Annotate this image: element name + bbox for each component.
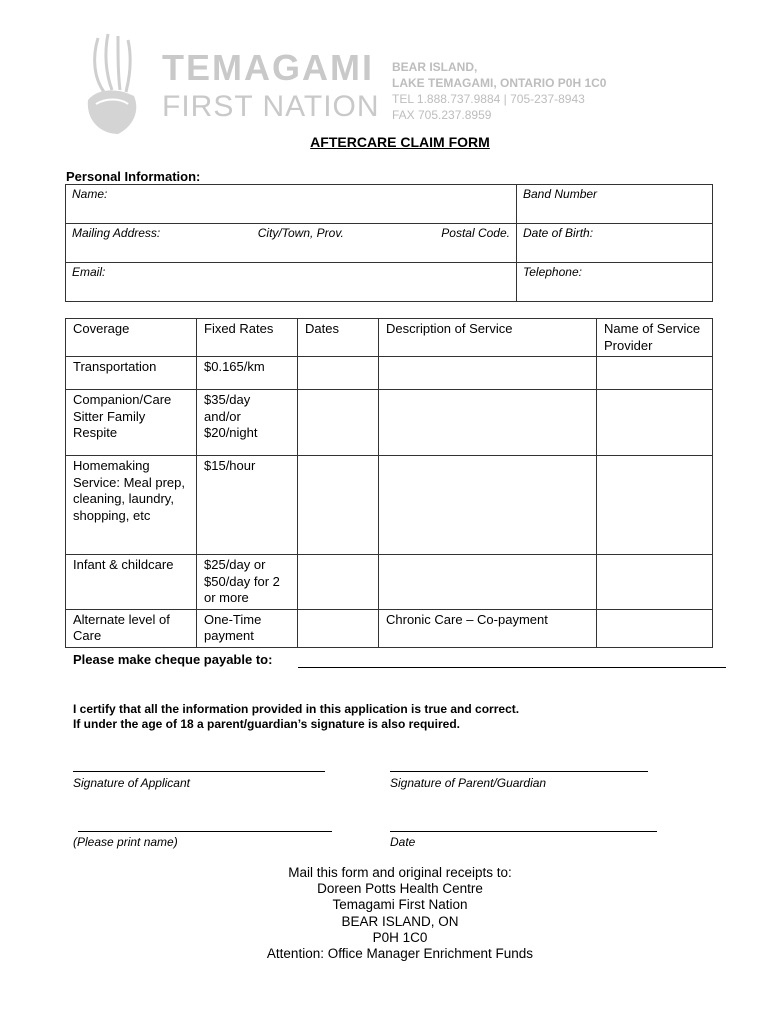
band-number-field[interactable] <box>517 185 713 224</box>
mail-line2: Doreen Potts Health Centre <box>317 881 483 897</box>
coverage-cell: Homemaking Service: Meal prep, cleaning, laundry, shopping, etc <box>66 456 197 555</box>
description-cell[interactable] <box>379 357 597 390</box>
mailing-address-field[interactable] <box>66 224 517 263</box>
mail-line1: Mail this form and original receipts to: <box>288 865 512 880</box>
coverage-cell: Companion/Care Sitter Family Respite <box>66 390 197 456</box>
rate-cell: $35/day and/or $20/night <box>197 390 298 456</box>
city-label: City/Town, Prov. <box>257 226 344 240</box>
print-name-label: (Please print name) <box>73 835 178 849</box>
org-name-line2: FIRST NATION <box>162 90 380 123</box>
coverage-cell: Alternate level of Care <box>66 609 197 647</box>
date-label: Date <box>390 835 416 849</box>
provider-cell[interactable] <box>597 357 713 390</box>
provider-cell[interactable] <box>597 555 713 610</box>
table-row <box>66 357 713 390</box>
org-name-line1: TEMAGAMI <box>162 47 374 88</box>
header-fixed-rates: Fixed Rates <box>197 319 298 357</box>
name-label: Name: <box>72 187 108 201</box>
mail-line6: Attention: Office Manager Enrichment Funds <box>266 946 534 962</box>
personal-info-label: Personal Information: <box>66 169 201 184</box>
mail-line5: P0H 1C0 <box>372 929 428 945</box>
rate-cell: $0.165/km <box>197 357 298 390</box>
coverage-cell: Transportation <box>66 357 197 390</box>
telephone-field[interactable] <box>517 263 713 302</box>
mail-line3: Temagami First Nation <box>332 897 468 913</box>
header-provider: Name of Service Provider <box>597 319 713 357</box>
certify-line2: If under the age of 18 a parent/guardian’s signature is also required. <box>73 717 460 731</box>
rate-cell: $15/hour <box>197 456 298 555</box>
print-name-line[interactable] <box>78 831 332 832</box>
address-line1: BEAR ISLAND, <box>392 60 478 74</box>
dates-cell[interactable] <box>298 390 379 456</box>
header-dates: Dates <box>298 319 379 357</box>
phone-text: TEL 1.888.737.9884 | 705-237-8943 <box>392 92 585 106</box>
table-row <box>66 390 713 456</box>
fax-text: FAX 705.237.8959 <box>392 108 492 122</box>
dates-cell[interactable] <box>298 456 379 555</box>
date-of-birth-label: Date of Birth: <box>523 226 594 240</box>
org-address <box>392 59 606 123</box>
dates-cell[interactable] <box>298 609 379 647</box>
certify-line1: I certify that all the information provided in this application is true and correct. <box>73 702 520 716</box>
date-line[interactable] <box>390 831 657 832</box>
applicant-signature-line[interactable] <box>73 771 325 772</box>
form-title: AFTERCARE CLAIM FORM <box>310 134 490 150</box>
mail-line4: BEAR ISLAND, ON <box>341 913 459 929</box>
table-row <box>66 609 713 647</box>
email-field[interactable] <box>66 263 517 302</box>
coverage-cell: Infant & childcare <box>66 555 197 610</box>
dates-cell[interactable] <box>298 357 379 390</box>
table-row <box>66 555 713 610</box>
payable-input-line[interactable] <box>298 667 726 668</box>
name-field[interactable] <box>66 185 517 224</box>
guardian-signature-label: Signature of Parent/Guardian <box>390 776 547 790</box>
table-row <box>66 456 713 555</box>
personal-info-table <box>65 184 713 302</box>
description-cell[interactable]: Chronic Care – Co-payment <box>379 609 597 647</box>
description-cell[interactable] <box>379 555 597 610</box>
provider-cell[interactable] <box>597 456 713 555</box>
email-label: Email: <box>72 265 106 279</box>
provider-cell[interactable] <box>597 390 713 456</box>
dates-cell[interactable] <box>298 555 379 610</box>
date-of-birth-field[interactable] <box>517 224 713 263</box>
rate-cell: $25/day or $50/day for 2 or more <box>197 555 298 610</box>
payable-label: Please make cheque payable to: <box>73 652 273 667</box>
applicant-signature-label: Signature of Applicant <box>73 776 190 790</box>
table-header-row <box>66 319 713 357</box>
mailing-instructions <box>0 865 770 962</box>
band-number-label: Band Number <box>523 187 598 201</box>
description-cell[interactable] <box>379 456 597 555</box>
coverage-table <box>65 318 713 648</box>
feather-logo-icon <box>78 30 148 138</box>
certification-text <box>73 702 519 732</box>
description-cell[interactable] <box>379 390 597 456</box>
telephone-label: Telephone: <box>523 265 582 279</box>
guardian-signature-line[interactable] <box>390 771 648 772</box>
rate-cell: One-Time payment <box>197 609 298 647</box>
postal-code-label: Postal Code. <box>441 226 510 240</box>
mailing-address-label: Mailing Address: <box>72 226 161 240</box>
address-line2: LAKE TEMAGAMI, ONTARIO P0H 1C0 <box>392 76 607 90</box>
header-coverage: Coverage <box>66 319 197 357</box>
provider-cell[interactable] <box>597 609 713 647</box>
header-description: Description of Service <box>379 319 597 357</box>
